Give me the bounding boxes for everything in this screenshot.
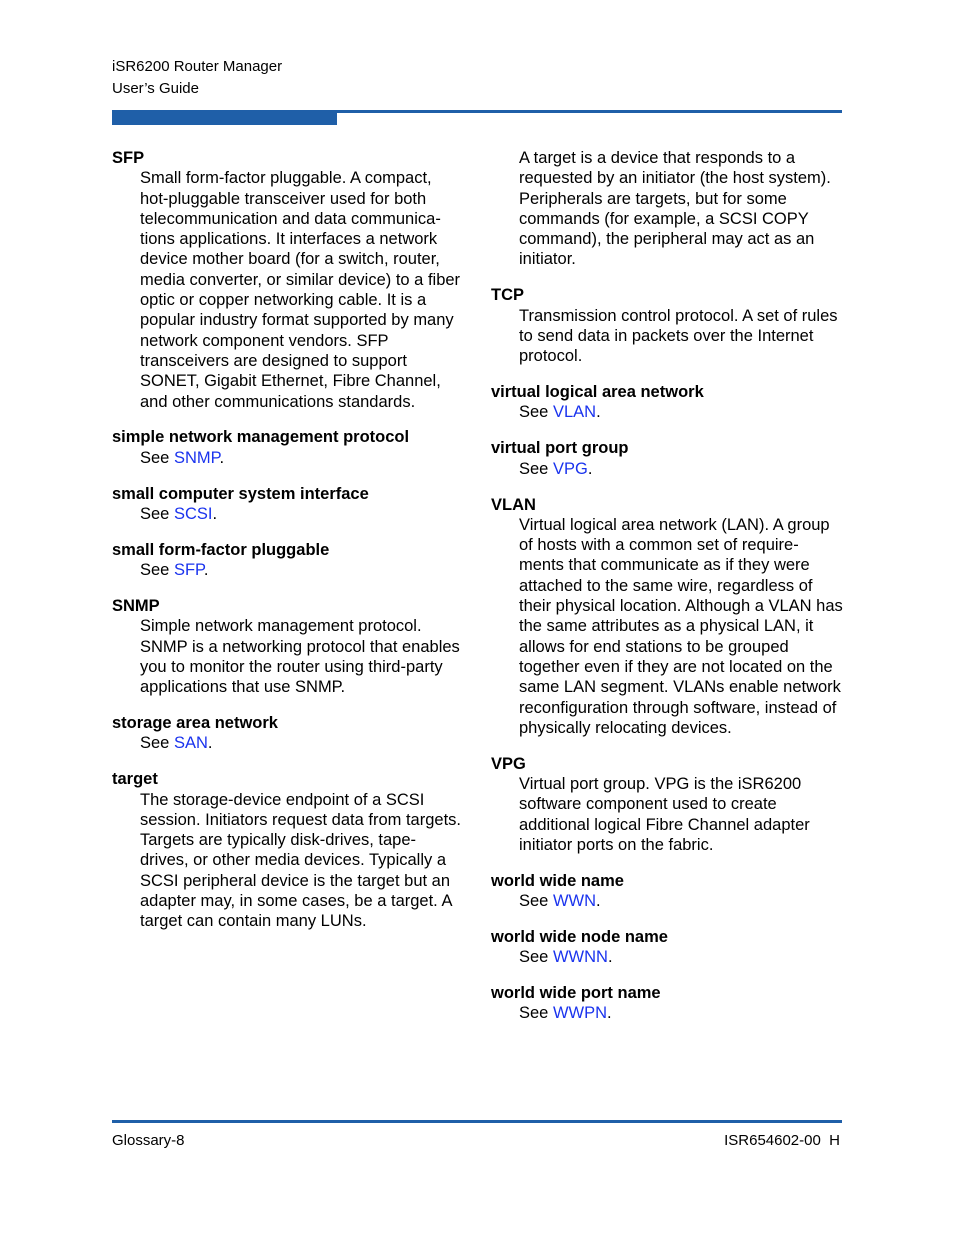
header-accent-bar [112, 113, 337, 125]
see-reference [491, 947, 843, 967]
glossary-entry [491, 754, 843, 855]
glossary-term: TCP [491, 286, 524, 305]
glossary-entry [112, 769, 462, 931]
glossary-entry [491, 927, 843, 968]
glossary-term: target [112, 770, 158, 789]
glossary-term: VLAN [491, 495, 536, 514]
header-guide-title: User’s Guide [112, 80, 199, 97]
glossary-term: virtual logical area network [491, 383, 704, 402]
glossary-entry [491, 983, 843, 1024]
see-prefix: See [519, 403, 553, 422]
footer-rule [112, 1120, 842, 1123]
see-reference [491, 891, 843, 911]
see-link-vlan[interactable]: VLAN [552, 403, 597, 422]
see-link-wwpn[interactable]: WWPN [552, 1004, 608, 1023]
right-column [491, 148, 843, 1039]
see-reference [112, 504, 462, 524]
see-suffix: . [596, 892, 601, 911]
glossary-term: world wide node name [491, 927, 668, 946]
see-link-scsi[interactable]: SCSI [173, 504, 213, 523]
glossary-definition-continuation: A target is a device that responds to a requested by an initiator (the host system). Peripherals are targets, but for some commands (for example, a SCSI COPY command), the peripheral may act as an initiator. [519, 149, 831, 269]
header-product-title: iSR6200 Router Manager [112, 58, 283, 75]
glossary-definition: The storage-device endpoint of a SCSI session. Initiators request data from targets. Targets are typically disk-drives, tape-drives, or other media devices. Typically a SCSI peripheral device is the target but an adapter may, in some cases, be a target. A target can contain many LUNs. [140, 790, 461, 931]
see-prefix: See [519, 892, 553, 911]
see-link-vpg[interactable]: VPG [552, 459, 588, 478]
glossary-entry [112, 596, 462, 697]
see-link-wwnn[interactable]: WWNN [552, 948, 608, 967]
glossary-term: SNMP [112, 597, 160, 616]
glossary-term: virtual port group [491, 439, 629, 458]
see-prefix: See [140, 448, 174, 467]
see-prefix: See [519, 948, 553, 967]
see-link-snmp[interactable]: SNMP [173, 448, 220, 467]
see-suffix: . [203, 561, 209, 580]
glossary-entry [112, 484, 462, 525]
see-suffix: . [607, 948, 613, 967]
see-prefix: See [519, 1004, 553, 1023]
see-prefix: See [140, 734, 174, 753]
see-reference [491, 459, 843, 479]
glossary-entry [491, 285, 843, 366]
glossary-entry [112, 148, 462, 412]
see-prefix: See [140, 561, 174, 580]
see-reference [112, 733, 462, 753]
see-reference [112, 560, 462, 580]
see-suffix: . [596, 403, 601, 422]
document-number: ISR654602-00 H [724, 1132, 840, 1149]
glossary-definition: Transmission control protocol. A set of rules to send data in packets over the Internet protocol. [519, 306, 838, 366]
glossary-definition: Small form-factor pluggable. A compact, hot-pluggable transceiver used for both telecommunication and data communica-tions applications. It interfaces a network device mother board (for a switch, router, media converter, or similar device) to a fiber optic or copper networking cable. It is a popular industry format supported by many network component vendors. SFP transceivers are designed to support SONET, Gigabit Ethernet, Fibre Channel, and other communications standards. [140, 169, 461, 411]
glossary-definition: Simple network management protocol. SNMP is a networking protocol that enables you to monitor the router using third-party applications that use SNMP. [140, 617, 460, 697]
glossary-entry [112, 540, 462, 581]
see-link-sfp[interactable]: SFP [173, 561, 204, 580]
see-suffix: . [207, 734, 213, 753]
glossary-term: world wide port name [491, 984, 661, 1003]
see-link-wwn[interactable]: WWN [552, 892, 597, 911]
glossary-entry [112, 713, 462, 754]
see-prefix: See [519, 459, 553, 478]
glossary-definition: Virtual logical area network (LAN). A group of hosts with a common set of require-ments that communicate as if they were attached to the same wire, regardless of their physical location. Although a VLAN has the same attributes as a physical LAN, it allows for end stations to be grouped together even if they are not located on the same LAN segment. VLANs enable network reconfiguration through software, instead of physically relocating devices. [519, 515, 843, 737]
see-suffix: . [607, 1004, 612, 1023]
see-link-san[interactable]: SAN [173, 734, 208, 753]
glossary-entry [491, 438, 843, 479]
glossary-term: simple network management protocol [112, 428, 410, 447]
see-suffix: . [587, 459, 593, 478]
see-suffix: . [212, 504, 218, 523]
see-prefix: See [140, 504, 174, 523]
left-column [112, 148, 462, 947]
glossary-term: world wide name [491, 871, 624, 890]
glossary-entry [491, 871, 843, 912]
see-suffix: . [219, 448, 225, 467]
see-reference [112, 448, 462, 468]
glossary-term: small computer system interface [112, 484, 369, 503]
glossary-term: storage area network [112, 714, 278, 733]
glossary-term: small form-factor pluggable [112, 540, 330, 559]
glossary-term: SFP [112, 149, 145, 167]
glossary-definition: Virtual port group. VPG is the iSR6200 software component used to create additional logical Fibre Channel adapter initiator ports on the fabric. [519, 774, 810, 854]
glossary-term: VPG [491, 754, 526, 773]
see-reference [491, 1003, 843, 1023]
glossary-entry [491, 495, 843, 739]
glossary-entry [491, 382, 843, 423]
page-number: Glossary-8 [112, 1132, 185, 1149]
running-header [112, 56, 282, 100]
glossary-entry [112, 427, 462, 468]
see-reference [491, 402, 843, 422]
